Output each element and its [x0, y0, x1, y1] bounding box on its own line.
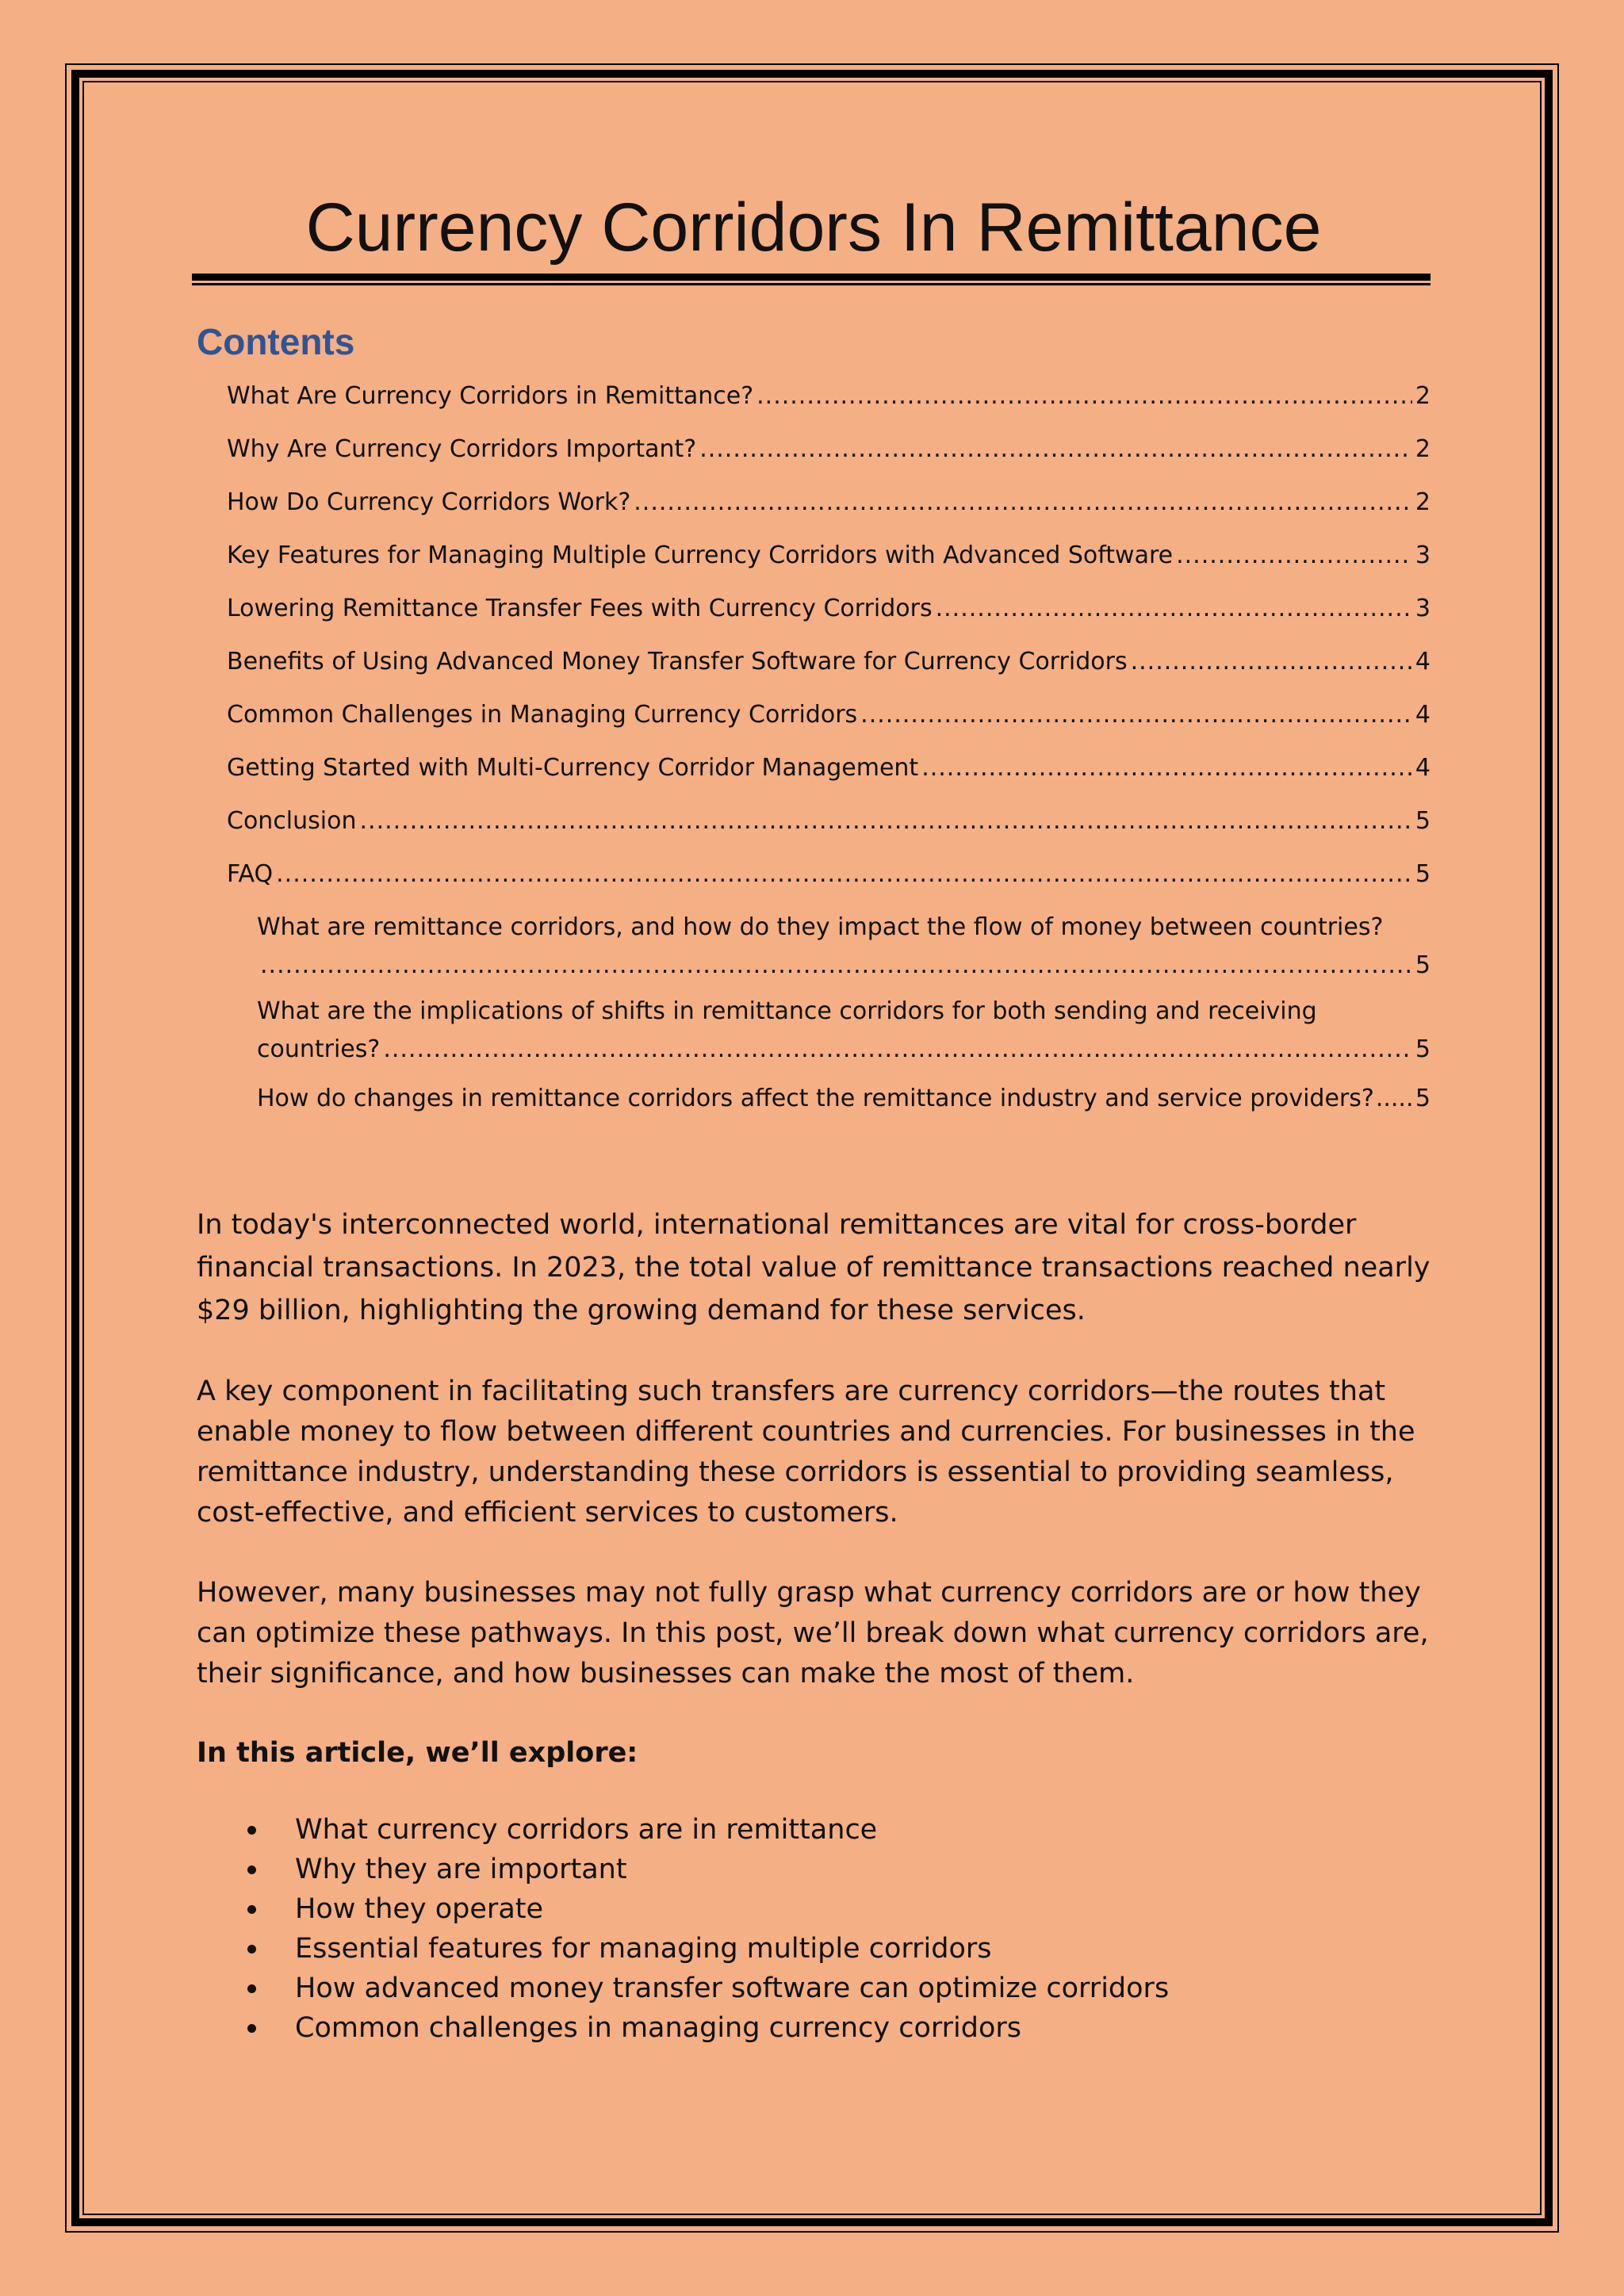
- bullet-icon: [247, 2024, 256, 2033]
- bullet-icon: [247, 1866, 256, 1874]
- bullet-icon: [247, 1905, 256, 1914]
- toc-leader-dots: [1176, 529, 1412, 582]
- toc-page-number: 4: [1415, 754, 1431, 783]
- body-paragraph: However, many businesses may not fully grasp what currency corridors are or how they can optimize these pathways. In this post, we’ll break down what currency corridors are, their significance, and how businesses can make the most of them.: [197, 1577, 1429, 1690]
- toc-entry[interactable]: [197, 741, 1431, 794]
- toc-entry[interactable]: [197, 635, 1431, 688]
- toc-page-number: 3: [1415, 595, 1431, 623]
- toc-entry-title: What Are Currency Corridors in Remittance?: [227, 382, 754, 411]
- explore-heading: In this article, we’ll explore:: [197, 1737, 638, 1770]
- toc-entry-title: FAQ: [227, 860, 274, 889]
- toc-leader-dots: [360, 794, 1412, 848]
- toc-leader-dots: [276, 848, 1412, 901]
- title-underline: [192, 274, 1431, 285]
- toc-entry-title: How Do Currency Corridors Work?: [227, 488, 631, 517]
- toc-entry-title: Getting Started with Multi-Currency Corridor Management: [227, 754, 919, 783]
- toc-faq-entry[interactable]: [197, 1073, 1431, 1124]
- toc-entry[interactable]: [197, 423, 1431, 476]
- toc-entry-title: Conclusion: [227, 807, 357, 836]
- toc-page-number: 5: [1415, 860, 1431, 889]
- toc-entry[interactable]: [197, 476, 1431, 529]
- list-item: Common challenges in managing currency corridors: [197, 2008, 1431, 2048]
- toc-leader-dots: [756, 369, 1412, 423]
- toc-entry[interactable]: [197, 529, 1431, 582]
- explore-list: [197, 1810, 1431, 2048]
- toc-entry-title: Benefits of Using Advanced Money Transfer Software for Currency Corridors: [227, 648, 1128, 676]
- toc-page-number: 4: [1415, 648, 1431, 676]
- toc-page-number: 5: [1415, 807, 1431, 836]
- toc-entry[interactable]: [197, 688, 1431, 741]
- toc-page-number: 3: [1415, 541, 1431, 570]
- toc-leader-dots: [1131, 635, 1412, 688]
- list-item: Essential features for managing multiple corridors: [197, 1929, 1431, 1969]
- toc-leader-dots: [936, 582, 1412, 635]
- toc-page-number: 2: [1415, 435, 1431, 464]
- toc-page-number: 5: [1415, 951, 1431, 980]
- toc-leader-dots: [260, 947, 1412, 985]
- body-paragraph: A key component in facilitating such transfers are currency corridors—the routes that enable money to flow between different countries and currencies. For businesses in the remittance industry, understanding these corridors is essential to providing seamless, cost-effective, and efficient services to customers.: [197, 1376, 1415, 1529]
- intro-paragraph: In today's interconnected world, international remittances are vital for cross-border financial transactions. In 2023, the total value of remittance transactions reached nearly $29 billion, highlighting the growing demand for these services.: [197, 1209, 1431, 1327]
- toc-leader-dots: [921, 741, 1412, 794]
- toc-faq-entry[interactable]: [197, 909, 1431, 985]
- list-item: How they operate: [197, 1889, 1431, 1929]
- document-body: [197, 190, 1431, 2048]
- toc-entry-title: What are the implications of shifts in remittance corridors for both sending and receiving: [257, 997, 1317, 1026]
- toc-leader-dots: [1376, 1073, 1414, 1124]
- toc-page-number: 4: [1415, 701, 1431, 729]
- toc-entry[interactable]: [197, 848, 1431, 901]
- toc-leader-dots: [634, 476, 1412, 529]
- toc-entry[interactable]: [197, 582, 1431, 635]
- toc-entry-title: What are remittance corridors, and how do they impact the flow of money between countries?: [257, 913, 1384, 942]
- toc-faq-entry[interactable]: [197, 993, 1431, 1069]
- toc-leader-dots: [860, 688, 1412, 741]
- toc-entry-title: Key Features for Managing Multiple Currency Corridors with Advanced Software: [227, 541, 1174, 570]
- document-title: Currency Corridors In Remittance: [305, 189, 1322, 266]
- contents-heading: Contents: [197, 320, 355, 362]
- toc-entry[interactable]: [197, 794, 1431, 848]
- toc-page-number: 5: [1415, 1035, 1431, 1064]
- bullet-icon: [247, 1945, 256, 1954]
- toc-entry-title: Lowering Remittance Transfer Fees with Currency Corridors: [227, 595, 933, 623]
- bullet-icon: [247, 1984, 256, 1993]
- toc-entry-title-cont: countries?: [257, 1035, 381, 1064]
- toc-entry[interactable]: [197, 369, 1431, 423]
- list-item: What currency corridors are in remittance: [197, 1810, 1431, 1850]
- toc-leader-dots: [383, 1031, 1412, 1069]
- list-item: How advanced money transfer software can optimize corridors: [197, 1969, 1431, 2008]
- toc-entry-title: How do changes in remittance corridors affect the remittance industry and service providers?: [257, 1085, 1374, 1113]
- toc-page-number: 2: [1415, 382, 1431, 411]
- bullet-icon: [247, 1826, 256, 1835]
- list-item: Why they are important: [197, 1850, 1431, 1889]
- toc-page-number: 2: [1415, 488, 1431, 517]
- table-of-contents: [197, 369, 1431, 1124]
- toc-entry-title: Common Challenges in Managing Currency Corridors: [227, 701, 858, 729]
- toc-leader-dots: [699, 423, 1412, 476]
- toc-page-number: 5: [1415, 1085, 1431, 1113]
- toc-entry-title: Why Are Currency Corridors Important?: [227, 435, 697, 464]
